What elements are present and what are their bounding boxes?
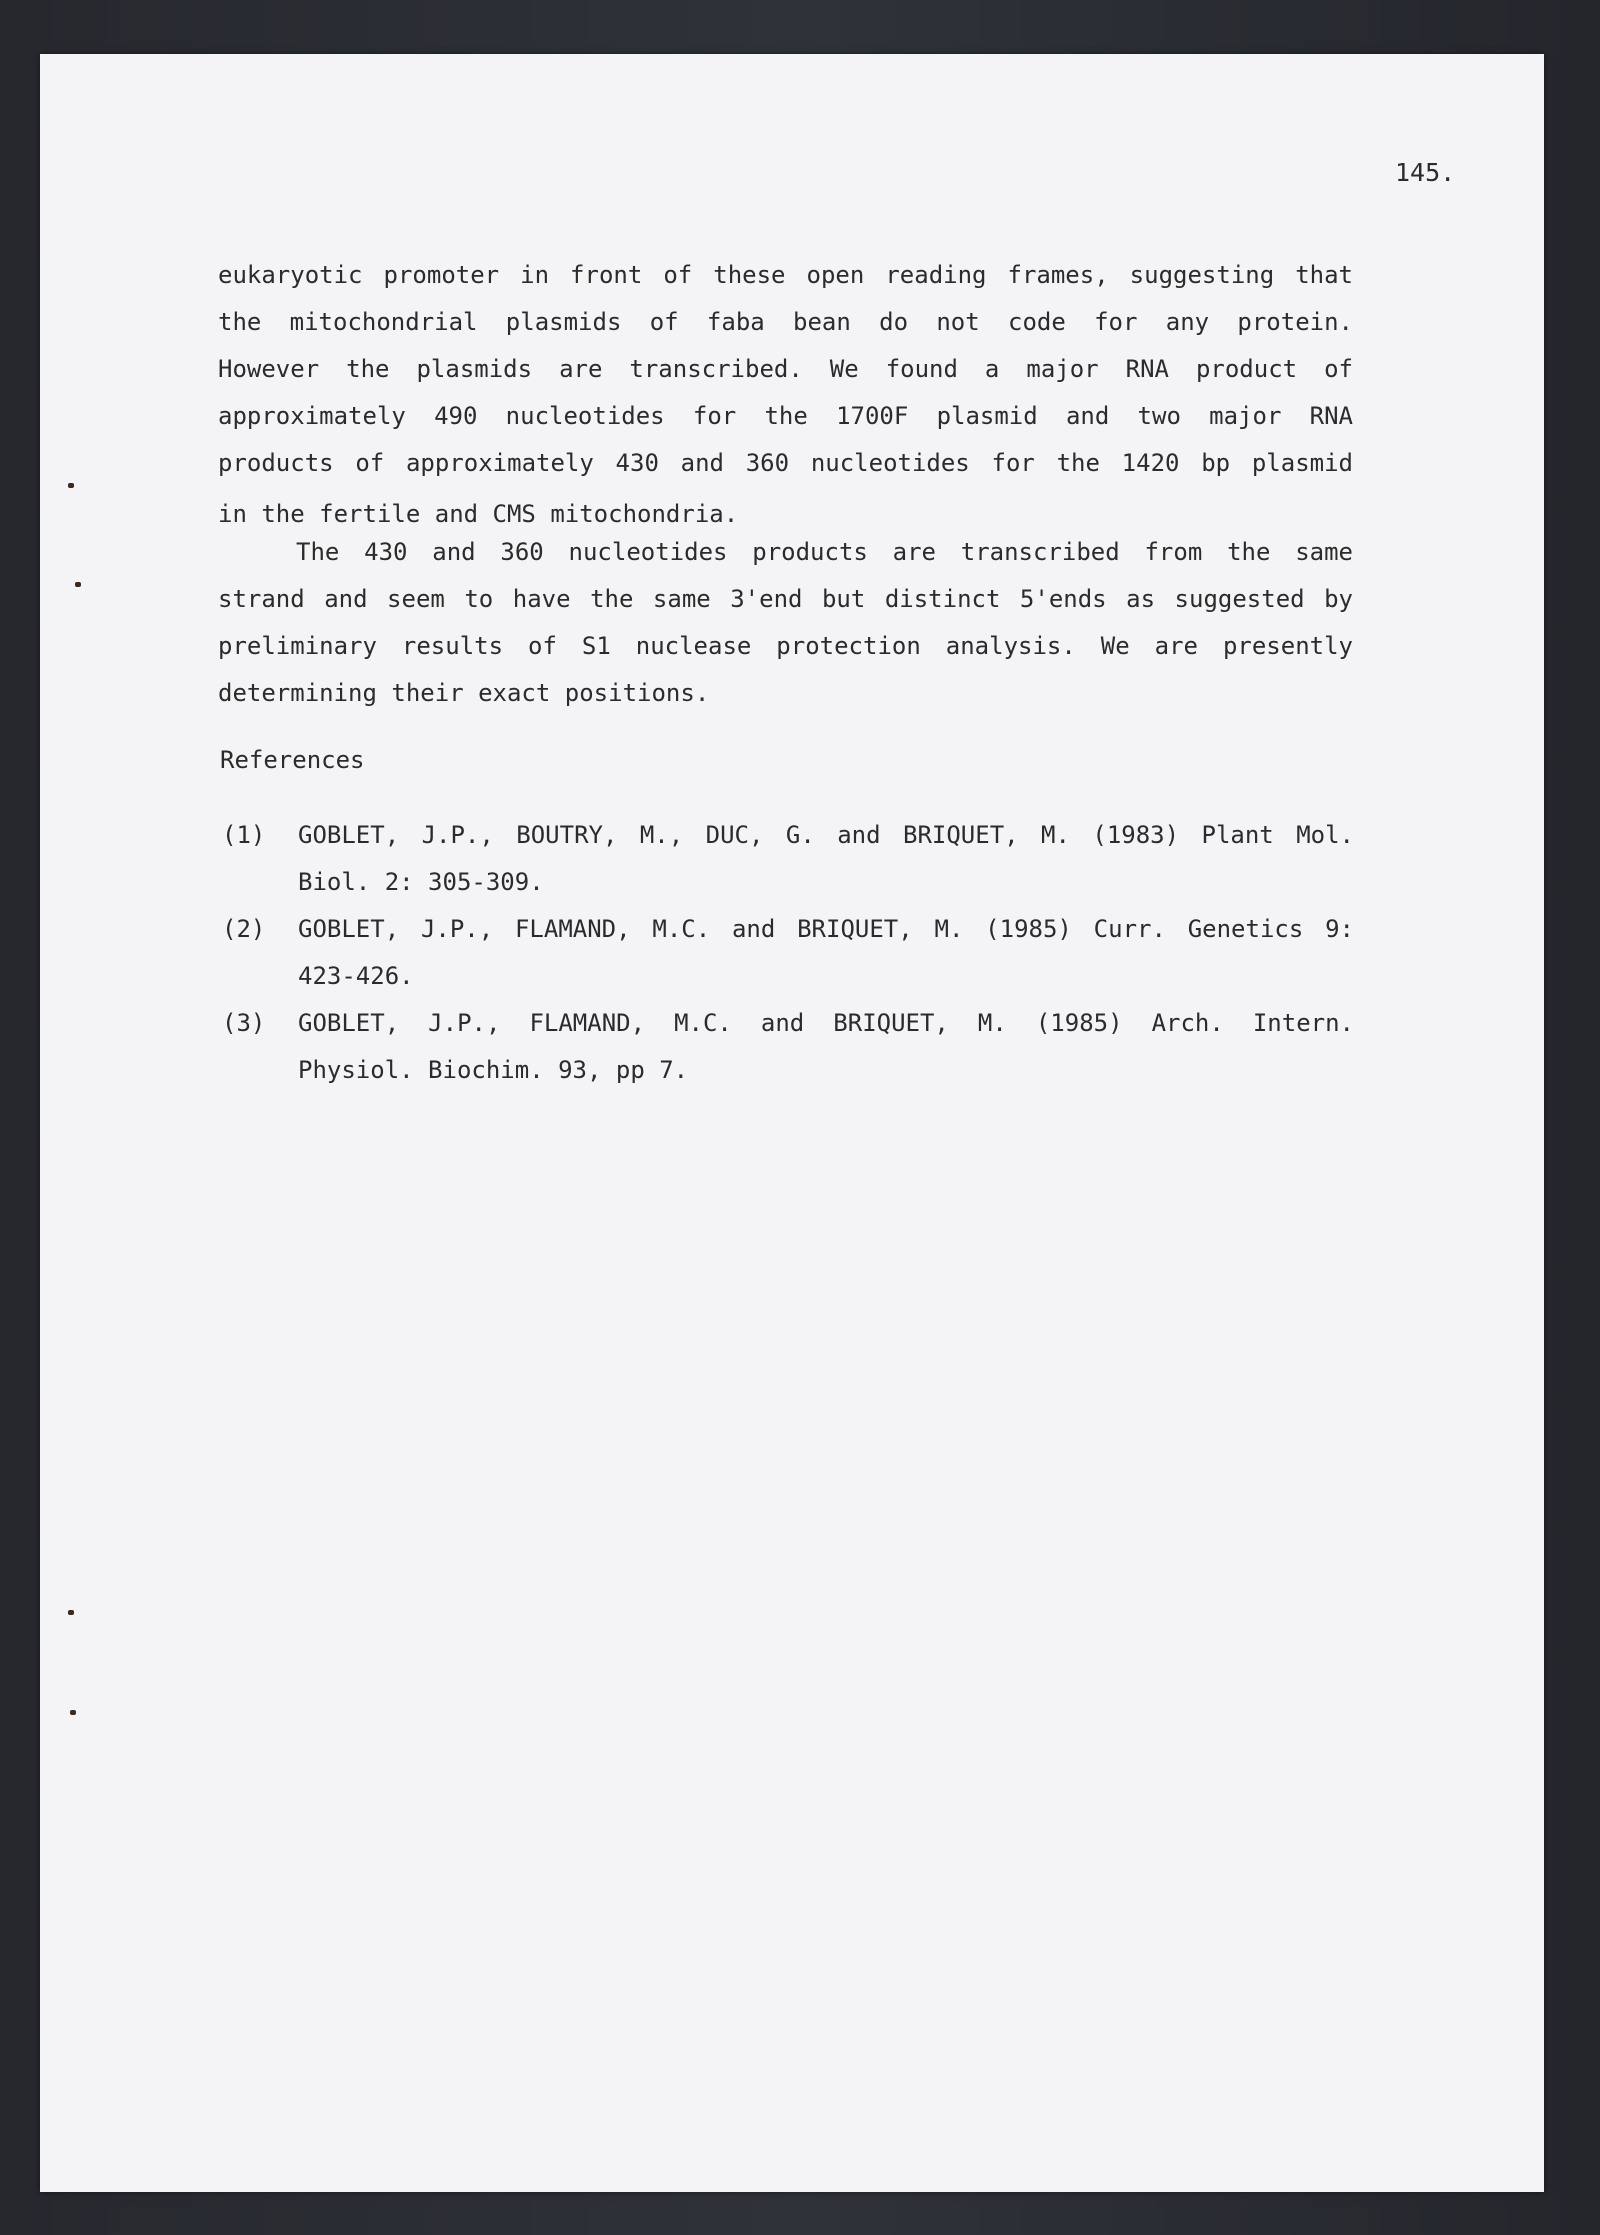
reference-item bbox=[222, 812, 1354, 906]
reference-line: GOBLET, J.P., FLAMAND, M.C. and BRIQUET, M. (1985) Curr. Genetics 9: bbox=[298, 915, 1354, 943]
reference-item bbox=[222, 906, 1354, 1000]
body-line: in the fertile and CMS mitochondria. bbox=[218, 500, 739, 528]
reference-line: 423-426. bbox=[298, 962, 414, 990]
reference-line: GOBLET, J.P., BOUTRY, M., DUC, G. and BRIQUET, M. (1983) Plant Mol. bbox=[298, 821, 1354, 849]
punch-mark bbox=[68, 1610, 74, 1615]
body-line: eukaryotic promoter in front of these open reading frames, suggesting that bbox=[218, 261, 1353, 289]
reference-line: Physiol. Biochim. 93, pp 7. bbox=[298, 1056, 689, 1084]
body-line: approximately 490 nucleotides for the 1700F plasmid and two major RNA bbox=[218, 402, 1353, 430]
body-line: determining their exact positions. bbox=[218, 679, 710, 707]
reference-number: (1) bbox=[222, 821, 266, 849]
page-number: 145. bbox=[1395, 158, 1456, 187]
references-heading: References bbox=[220, 746, 365, 774]
reference-line: GOBLET, J.P., FLAMAND, M.C. and BRIQUET, M. (1985) Arch. Intern. bbox=[298, 1009, 1354, 1037]
body-line: products of approximately 430 and 360 nucleotides for the 1420 bp plasmid bbox=[218, 449, 1353, 477]
body-line: the mitochondrial plasmids of faba bean do not code for any protein. bbox=[218, 308, 1353, 336]
reference-number: (3) bbox=[222, 1009, 266, 1037]
body-line: preliminary results of S1 nuclease protection analysis. We are presently bbox=[218, 632, 1353, 660]
punch-mark bbox=[70, 1710, 76, 1715]
punch-mark bbox=[68, 483, 74, 488]
references-list bbox=[222, 812, 1354, 1094]
body-line: However the plasmids are transcribed. We found a major RNA product of bbox=[218, 355, 1353, 383]
reference-line: Biol. 2: 305-309. bbox=[298, 868, 544, 896]
body-line: strand and seem to have the same 3'end but distinct 5'ends as suggested by bbox=[218, 585, 1353, 613]
reference-item bbox=[222, 1000, 1354, 1094]
body-text bbox=[218, 252, 1353, 717]
punch-mark bbox=[75, 582, 81, 587]
reference-number: (2) bbox=[222, 915, 266, 943]
body-line: The 430 and 360 nucleotides products are transcribed from the same bbox=[296, 538, 1353, 566]
